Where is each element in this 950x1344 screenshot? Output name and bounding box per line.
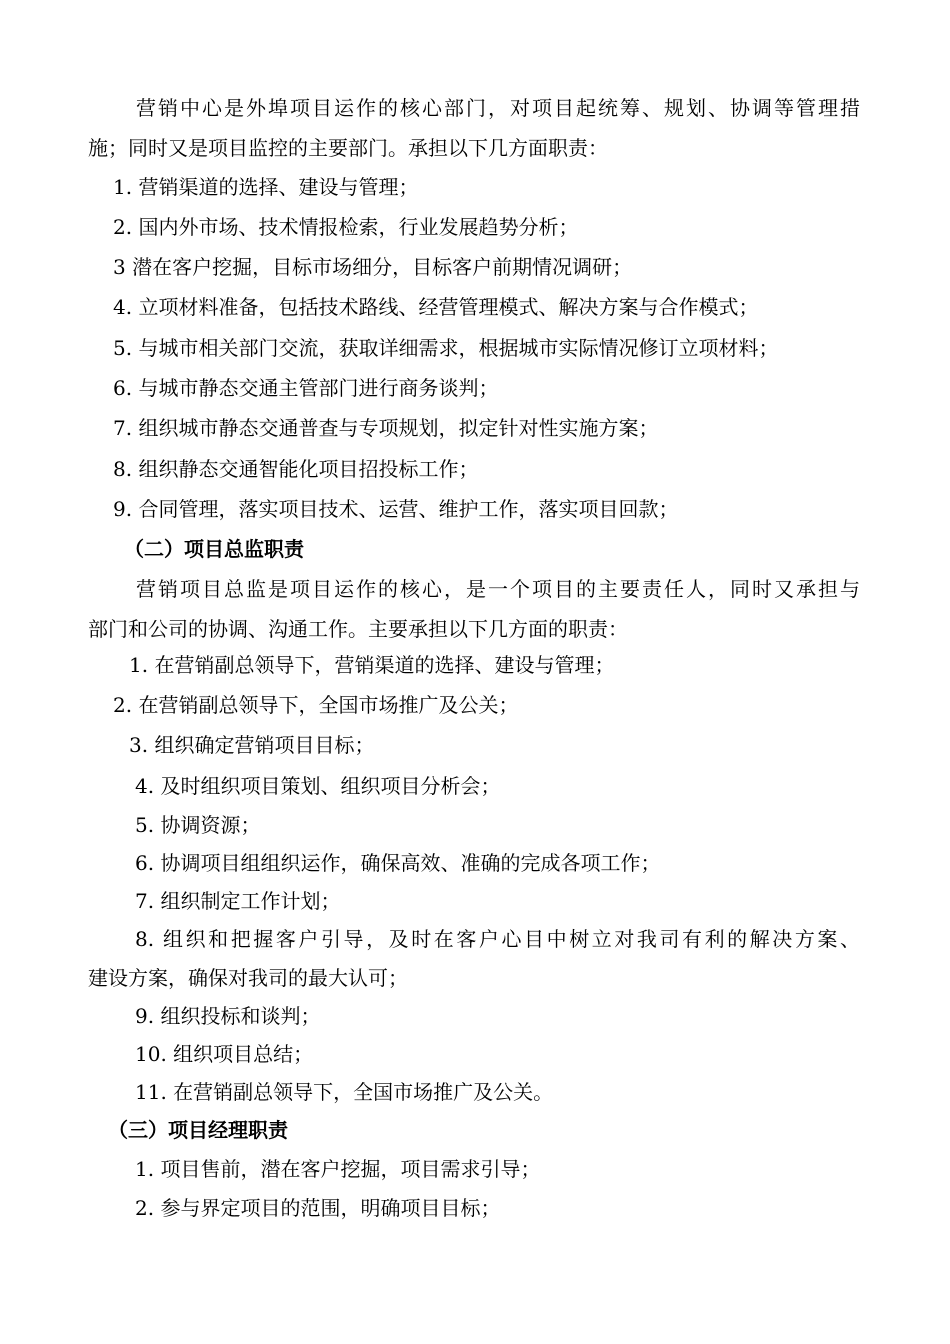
section-3-heading: （三）项目经理职责 (108, 1118, 288, 1142)
intro-paragraph-line-2: 施；同时又是项目监控的主要部门。承担以下几方面职责： (88, 136, 608, 160)
section-2-heading: （二）项目总监职责 (124, 537, 304, 561)
manager-item-1: 1. 项目售前，潜在客户挖掘，项目需求引导； (135, 1157, 541, 1181)
marketing-item-6: 6. 与城市静态交通主管部门进行商务谈判； (113, 376, 499, 400)
director-item-9: 9. 组织投标和谈判； (135, 1004, 321, 1028)
director-item-4: 4. 及时组织项目策划、组织项目分析会； (135, 774, 501, 798)
director-item-10: 10. 组织项目总结； (135, 1042, 314, 1066)
director-item-2: 2. 在营销副总领导下，全国市场推广及公关； (113, 693, 519, 717)
director-item-5: 5. 协调资源； (135, 813, 261, 837)
marketing-item-8: 8. 组织静态交通智能化项目招投标工作； (113, 457, 479, 481)
section-2-intro-line-2: 部门和公司的协调、沟通工作。主要承担以下几方面的职责： (88, 617, 628, 641)
director-item-6: 6. 协调项目组组织运作，确保高效、准确的完成各项工作； (135, 851, 661, 875)
marketing-item-4: 4. 立项材料准备，包括技术路线、经营管理模式、解决方案与合作模式； (113, 295, 759, 319)
director-item-8-line-1: 8. 组织和把握客户引导，及时在客户心目中树立对我司有利的解决方案、 (135, 927, 860, 951)
marketing-item-3: 3 潜在客户挖掘，目标市场细分，目标客户前期情况调研； (113, 255, 633, 279)
director-item-8-line-2: 建设方案，确保对我司的最大认可； (88, 966, 408, 990)
marketing-item-5: 5. 与城市相关部门交流，获取详细需求，根据城市实际情况修订立项材料； (113, 336, 779, 360)
section-2-intro-line-1: 营销项目总监是项目运作的核心，是一个项目的主要责任人，同时又承担与 (136, 577, 860, 601)
manager-item-2: 2. 参与界定项目的范围，明确项目目标； (135, 1196, 501, 1220)
director-item-1: 1. 在营销副总领导下，营销渠道的选择、建设与管理； (129, 653, 615, 677)
marketing-item-7: 7. 组织城市静态交通普查与专项规划，拟定针对性实施方案； (113, 416, 659, 440)
marketing-item-2: 2. 国内外市场、技术情报检索，行业发展趋势分析； (113, 215, 579, 239)
director-item-11: 11. 在营销副总领导下，全国市场推广及公关。 (135, 1080, 554, 1104)
intro-paragraph-line-1: 营销中心是外埠项目运作的核心部门，对项目起统筹、规划、协调等管理措 (136, 96, 860, 120)
marketing-item-1: 1. 营销渠道的选择、建设与管理； (113, 175, 419, 199)
marketing-item-9: 9. 合同管理，落实项目技术、运营、维护工作，落实项目回款； (113, 497, 679, 521)
director-item-3: 3. 组织确定营销项目目标； (129, 733, 375, 757)
director-item-7: 7. 组织制定工作计划； (135, 889, 341, 913)
